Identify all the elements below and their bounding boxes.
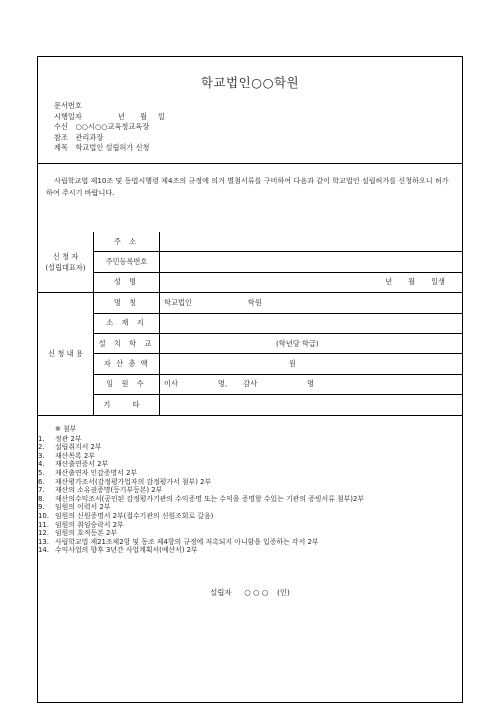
date-label: 시행일자 (54, 111, 82, 121)
corp-name-prefix: 학교법인 (164, 297, 192, 307)
id-row (38, 252, 463, 272)
school-label: 설 치 학 교 (94, 333, 160, 353)
list-item: 4. 재산출연증서 2부 (38, 460, 109, 469)
list-item: 7. 재산의 소유권증명(등기부등본) 2부 (38, 486, 163, 495)
list-item: 5. 재산출연자 인감증명서 2부 (38, 468, 137, 477)
subject-row (54, 143, 165, 154)
date-row (54, 112, 165, 123)
applicant-name-label: 성 명 (94, 272, 160, 292)
id-label: 주민등록번호 (94, 252, 160, 272)
date-year: 년 (118, 111, 125, 121)
date-month: 월 (140, 111, 147, 121)
birth-date-value[interactable] (160, 272, 464, 292)
list-item: 2. 설립취지서 2부 (38, 443, 102, 452)
other-value[interactable] (160, 395, 464, 415)
location-row (38, 313, 463, 333)
divider-top (38, 163, 462, 164)
subject-value: 학교법인 설립허가 신청 (75, 143, 150, 152)
director-unit: 명, (217, 379, 228, 389)
address-label: 주 소 (94, 232, 160, 252)
applicant-name-row (38, 272, 463, 292)
application-form (37, 56, 463, 703)
assets-unit: 원 (289, 359, 296, 369)
list-item: 14. 수익사업의 향후 3년간 사업계획서(예산서) 2부 (38, 546, 198, 555)
corp-name-row (38, 293, 463, 313)
reference-label: 참조 (54, 132, 68, 142)
recipient-value: ○○시○○교육청교육장 (75, 122, 150, 131)
attachments-heading: ※ 첨부 (55, 425, 77, 433)
birth-day: 일생 (431, 277, 445, 287)
location-label: 소 재 지 (94, 313, 160, 333)
officers-label: 임 원 수 (94, 374, 160, 394)
founder-label: 설립자 (210, 588, 232, 597)
document-header (54, 101, 165, 154)
address-value[interactable] (160, 232, 464, 252)
reference-value: 관리과장 (75, 132, 104, 142)
corp-name-value[interactable] (160, 293, 464, 313)
corp-name-suffix: 학원 (247, 297, 262, 307)
birth-month: 월 (408, 277, 416, 287)
assets-value[interactable] (160, 354, 464, 374)
auditor-unit: 명 (307, 379, 314, 389)
school-class-note: (학년당 학급) (276, 338, 319, 348)
director-label: 이사 (164, 379, 178, 389)
auditor-label: 감사 (243, 379, 258, 389)
school-row (38, 333, 463, 353)
details-group-label: 신 청 내 용 (38, 293, 94, 415)
applicant-group-line1: 신 청 자 (52, 252, 79, 262)
request-body-text: 사립학교법 제10조 및 동법시행령 제4조의 규정에 의거 별첨서류를 구비하여 다음과 같이 학교법인 설립허가를 신청하오니 허가하여 주시기 바랍니다. (46, 176, 449, 197)
list-item: 6. 재산평가조서(감정평가업자의 감정평가서 첨부) 2부 (38, 477, 212, 486)
other-row (38, 395, 463, 415)
address-row (38, 232, 463, 252)
corp-name-label: 명 칭 (94, 293, 160, 313)
doc-number-row (54, 101, 165, 112)
attachments-list (38, 425, 364, 555)
assets-label: 자 산 총 액 (94, 354, 160, 374)
subject-label: 제목 (54, 143, 68, 152)
applicant-group-line2: (설립대표자) (45, 263, 86, 273)
school-value[interactable] (160, 333, 464, 353)
other-label: 기 타 (94, 395, 160, 415)
assets-row (38, 354, 463, 374)
id-value[interactable] (160, 252, 464, 272)
officers-value[interactable] (160, 374, 464, 394)
applicant-group-label (38, 232, 94, 293)
doc-number-label: 문서번호 (54, 101, 82, 110)
location-value[interactable] (160, 313, 464, 333)
signature-line (38, 587, 462, 598)
reference-row (54, 133, 165, 144)
list-item: 10. 임원의 신원증명서 2부(접수기관의 신원조회로 갈음) (38, 511, 214, 520)
list-item: 1. 정관 2부 (38, 434, 82, 443)
list-item: 12. 임원의 호적등본 2부 (38, 529, 118, 538)
recipient-label: 수신 (54, 122, 68, 131)
list-item: 13. 사립학교법 제21조제2항 및 동조 제4항의 규정에 저촉되지 아니함을 입증하는 각서 2부 (38, 537, 319, 546)
list-item: 3. 재산목록 2부 (38, 451, 95, 460)
seal-mark: (인) (277, 588, 290, 597)
form-title: 학교법인○○학원 (200, 75, 300, 90)
officers-row (38, 374, 463, 394)
application-table (38, 232, 463, 416)
list-item: 8. 재산의수익조서(공인된 감정평가기관의 수익증명 또는 수익을 증명할 수있는 기관의 증빙서류 첨부)2부 (38, 494, 365, 503)
list-item: 9. 임원의 이력서 2부 (38, 503, 111, 512)
founder-name: ○ ○ ○ (244, 588, 269, 597)
recipient-row (54, 122, 165, 133)
list-item: 11. 임원의 취임승락서 2부 (38, 520, 124, 529)
date-day: 일 (158, 111, 165, 121)
birth-year: 년 (385, 277, 393, 287)
